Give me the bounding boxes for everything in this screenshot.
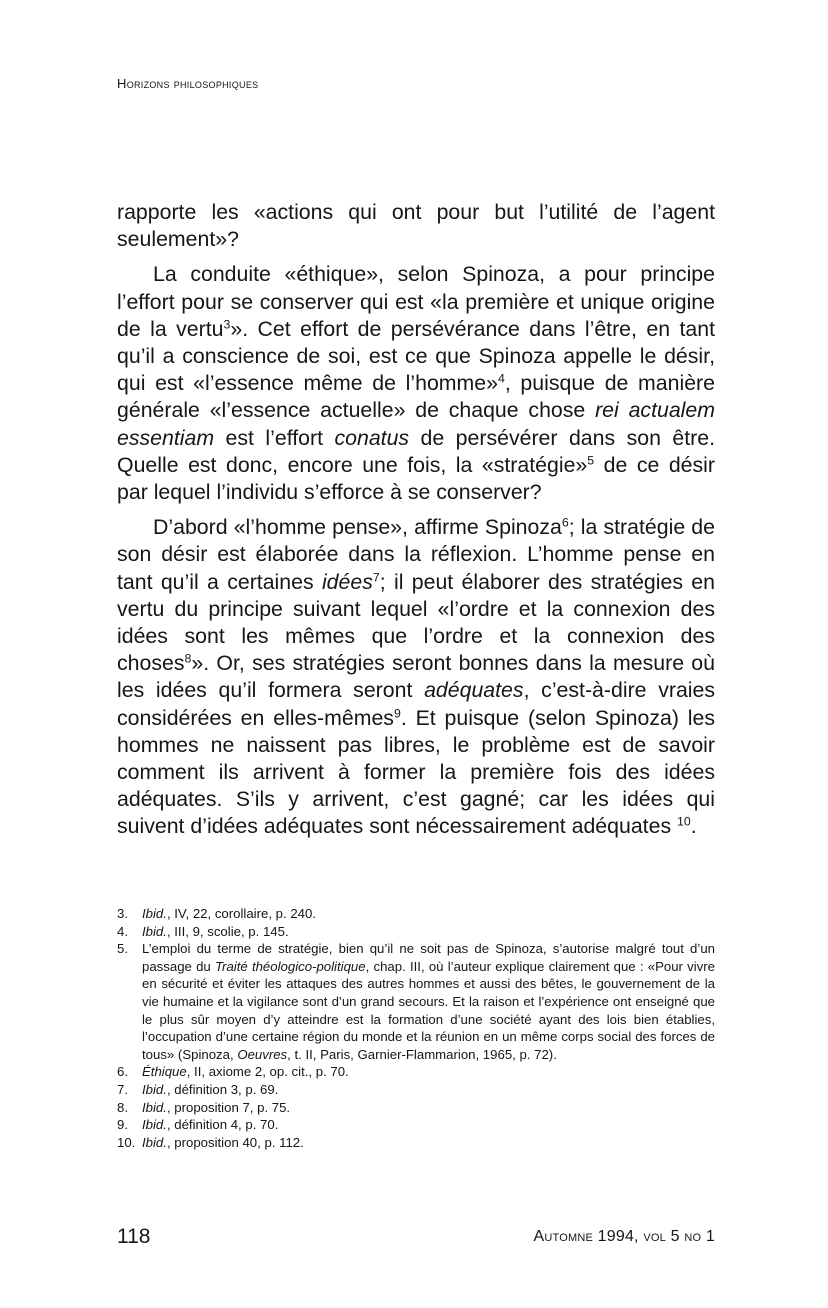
footnote-number: 10. <box>117 1134 136 1150</box>
text-run: , c’est-à-dire vraies considérées en elles-mêmes <box>117 678 716 730</box>
footnote-text <box>142 905 715 923</box>
italic-term: Ibid. <box>142 1081 167 1097</box>
text-run: , II, axiome 2, op. cit., p. 70. <box>186 1064 349 1080</box>
text-run: . <box>690 814 697 839</box>
italic-term: rei actualem essentiam <box>117 398 715 450</box>
footnote-number: 5. <box>117 941 128 957</box>
text-run: , définition 3, p. 69. <box>166 1081 279 1097</box>
text-run: D’abord «l’homme pense», affirme Spinoza <box>153 515 562 540</box>
text-run: , III, 9, scolie, p. 145. <box>166 923 289 939</box>
footnote-ref-8[interactable]: 8 <box>184 651 192 666</box>
text-run: ». Cet effort de persévérance dans l’être, en tant qu’il a conscience de soi, est ce que Spinoza appelle le désir, qui est «l’essence même de l’homme» <box>117 316 715 396</box>
footnote-number: 7. <box>117 1081 128 1097</box>
page-number: 118 <box>117 1225 151 1248</box>
italic-term: adéquates <box>424 678 524 703</box>
footnote-number: 6. <box>117 1064 128 1080</box>
footnote-number: 4. <box>117 923 128 939</box>
paragraph-3 <box>117 514 715 840</box>
footnote-ref-3[interactable]: 3 <box>223 317 231 332</box>
text-run: de persévérer dans son être. Quelle est donc, encore une fois, la «stratégie» <box>117 425 715 477</box>
text-run: ». Or, ses stratégies seront bonnes dans la mesure où les idées qu’il formera seront <box>117 651 715 703</box>
text-run: , IV, 22, corollaire, p. 240. <box>166 906 316 921</box>
main-text <box>117 199 715 841</box>
footnote-7 <box>117 1081 715 1099</box>
footnote-ref-7[interactable]: 7 <box>372 569 380 584</box>
footnote-text <box>142 1116 715 1134</box>
text-run: , proposition 40, p. 112. <box>166 1134 304 1150</box>
footnote-9 <box>117 1116 715 1134</box>
footnote-ref-10[interactable]: 10 <box>677 814 691 829</box>
paragraph-1: rapporte les «actions qui ont pour but l’utilité de l’agent seulement»? <box>117 200 715 252</box>
text-run: La conduite «éthique», selon Spinoza, a pour principe l’effort pour se conserver qui est «la première et unique origine de la vertu <box>117 262 715 341</box>
footnote-ref-9[interactable]: 9 <box>393 706 401 720</box>
running-head: Horizons philosophiques <box>117 76 259 91</box>
italic-term: Ibid. <box>142 1099 167 1115</box>
footnote-5 <box>117 940 715 1063</box>
issue-info: Automne 1994, vol 5 no 1 <box>533 1228 715 1245</box>
text-run: , puisque de manière générale «l’essence actuelle» de chaque chose <box>117 371 715 423</box>
footnote-text <box>142 1063 715 1081</box>
italic-term: Ibid. <box>142 1117 167 1133</box>
footnote-8 <box>117 1099 715 1117</box>
text-run: , chap. III, où l’auteur explique clairement que : «Pour vivre en sécurité et éviter les attaques des autres hommes et aussi des bêtes, le gouvernement de la vie humaine et la vigilance sont d’un grand secours. Et la raison et l’expérience ont enseigné que le plus sûr moyen d’y atteindre est la formation d’une société ayant des lois bien établies, l’occupation d’une certaine région du monde et la réunion en un même corps social des forces de tous» (Spinoza, <box>142 958 716 1062</box>
text-run: ; la stratégie de son désir est élaborée dans la réflexion. L’homme pense en tant qu’il a certaines <box>117 515 715 594</box>
footnote-number: 3. <box>117 906 128 921</box>
text-run: , proposition 7, p. 75. <box>166 1099 291 1115</box>
footnotes <box>117 905 715 1151</box>
footnote-text <box>142 1134 715 1152</box>
footnote-text <box>142 923 715 941</box>
footnote-ref-5[interactable]: 5 <box>587 453 595 468</box>
italic-term: Éthique <box>142 1064 187 1080</box>
text-run: , définition 4, p. 70. <box>166 1117 279 1133</box>
footnote-10 <box>117 1134 715 1152</box>
text-run: est l’effort <box>214 425 335 450</box>
italic-term: Ibid. <box>142 923 167 939</box>
footnote-ref-6[interactable]: 6 <box>561 515 569 530</box>
text-run: , t. II, Paris, Garnier-Flammarion, 1965, p. 72). <box>287 1046 557 1062</box>
italic-term: Oeuvres <box>237 1046 288 1062</box>
footnote-text <box>142 1099 715 1117</box>
footnote-number: 8. <box>117 1099 128 1115</box>
footnote-4 <box>117 923 715 941</box>
italic-term: idées <box>321 569 373 594</box>
footnote-text <box>142 1081 715 1099</box>
text-run: de ce désir par lequel l’individu s’efforce à se conserver? <box>117 452 715 505</box>
footnote-number: 9. <box>117 1117 128 1133</box>
footnote-ref-4[interactable]: 4 <box>497 371 505 386</box>
text-run: L’emploi du terme de stratégie, bien qu’il ne soit pas de Spinoza, s’autorise malgré tout d’un passage du <box>142 941 715 974</box>
italic-term: Traité théologico-politique <box>214 958 366 974</box>
footnote-3 <box>117 905 715 923</box>
italic-term: Ibid. <box>142 906 167 921</box>
footnote-6 <box>117 1063 715 1081</box>
italic-term: conatus <box>334 425 410 450</box>
paragraph-2 <box>117 261 715 506</box>
italic-term: Ibid. <box>142 1134 167 1150</box>
footnote-text <box>142 940 715 1063</box>
text-run: . Et puisque (selon Spinoza) les hommes ne naissent pas libres, le problème est de savoir comment ils arrivent à former la première fois des idées adéquates. S’ils y arrivent, c’est gagné; car les idées qui suivent d’idées adéquates sont nécessairement adéquates <box>117 705 715 839</box>
text-run: ; il peut élaborer des stratégies en vertu du principe suivant lequel «l’ordre et la connexion des idées sont les mêmes que l’ordre et la connexion des choses <box>117 569 715 676</box>
